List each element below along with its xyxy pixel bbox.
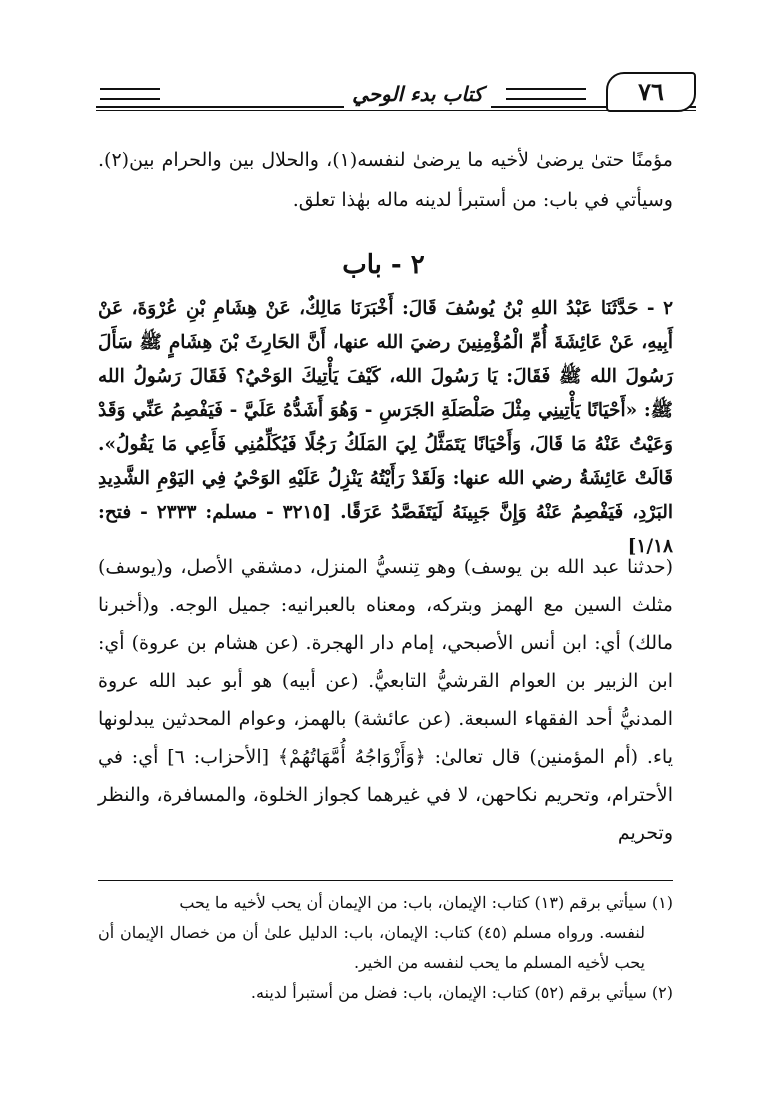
running-title: كتاب بدء الوحي [344,80,491,108]
chapter-heading: ٢ - باب [342,250,425,280]
footnote-separator [98,880,673,881]
footnote-1-continuation: لنفسه. ورواه مسلم (٤٥) كتاب: الإيمان، باب: الدليل علىٰ أن من خصال الإيمان أن يحب لأخيه المسلم ما يحب لنفسه من الخير. [98,923,646,972]
page-number: ٧٦ [606,72,696,112]
footnote-1-text: (١) سيأتي برقم (١٣) كتاب: الإيمان، باب: من الإيمان أن يحب لأخيه ما يحب [179,893,673,912]
header-ornament-left [100,88,160,100]
footnote-2-text: (٢) سيأتي برقم (٥٢) كتاب: الإيمان، باب: فضل من أستبرأ لدينه. [250,983,673,1002]
commentary-paragraph: (حدثنا عبد الله بن يوسف) وهو تِنسيُّ المنزل، دمشقي الأصل، و(يوسف) مثلث السين مع الهمز وبتركه، ومعناه بالعبرانيه: جميل الوجه. و(أخبرنا مالك) أي: ابن أنس الأصبحي، إمام دار الهجرة. (عن هشام بن عروة) أي: ابن الزبير بن العوام القرشيُّ التابعيُّ. (عن أبيه) هو أبو عبد الله عروة المدنيُّ أحد الفقهاء السبعة. (عن عائشة) بالهمز، وعوام المحدثين يبدلونها ياء. (أم المؤمنين) قال تعالىٰ: ﴿وَأَزْوَاجُهُ أُمَّهَاتُهُمْ﴾ [الأحزاب: ٦] أي: في الأحترام، وتحريم نكاحهن، لا في غيرهما كجواز الخلوة، والمسافرة، والنظر وتحريم [98,556,674,844]
intro-paragraph: مؤمنًا حتىٰ يرضىٰ لأخيه ما يرضىٰ لنفسه(١)، والحلال بين والحرام بين(٢). وسيأتي في باب: من أستبرأ لدينه ماله بهٰذا تعلق. [98,149,673,211]
hadith-text: ٢ - حَدَّثَنَا عَبْدُ اللهِ بْنُ يُوسُفَ قَالَ: أَخْبَرَنَا مَالِكٌ، عَنْ هِشَامِ بْنِ عُرْوَةَ، عَنْ أَبِيهِ، عَنْ عَائِشَةَ أُمِّ الْمُؤْمِنِينَ رضيَ الله عنها، أَنَّ الحَارِثَ بْنَ هِشَامٍ ﷺ سَأَلَ رَسُولَ الله ﷺ فَقَالَ: يَا رَسُولَ الله، كَيْفَ يَأْتِيكَ الوَحْيُ؟ فَقَالَ رَسُولُ الله ﷺ: «أَحْيَانًا يَأْتِينِي مِثْلَ صَلْصَلَةِ الجَرَسِ - وَهُوَ أَشَدُّهُ عَلَيَّ - فَيَفْصِمُ عَنِّي وَقَدْ وَعَيْتُ عَنْهُ مَا قَالَ، وَأَحْيَانًا يَتَمَثَّلُ لِيَ المَلَكُ رَجُلًا فَيُكَلِّمُنِي فَأَعِي مَا يَقُولُ». قَالَتْ عَائِشَةُ رضي الله عنها: وَلَقَدْ رَأَيْتُهُ يَنْزِلُ عَلَيْهِ الوَحْيُ فِي اليَوْمِ الشَّدِيدِ البَرْدِ، فَيَفْصِمُ عَنْهُ وَإِنَّ جَبِينَهُ لَيَتَفَصَّدُ عَرَقًا. [٣٢١٥ - مسلم: ٢٣٣٣ - فتح: ١/١٨] [98,298,673,557]
footnote-1 [98,888,673,978]
footnote-2 [98,978,673,1008]
header-ornament-right [506,88,586,100]
page-header [96,72,696,116]
footnotes [98,888,673,1008]
